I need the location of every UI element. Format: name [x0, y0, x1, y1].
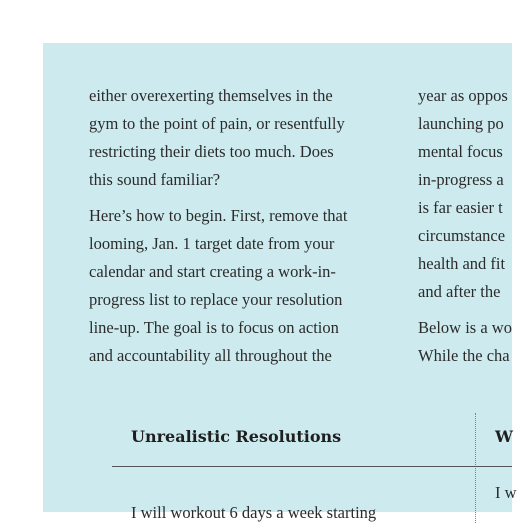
text-line: year as oppos [418, 86, 508, 105]
text-line: mental focus [418, 142, 503, 161]
text-line: is far easier t [418, 198, 503, 217]
table-cell-left: I will workout 6 days a week starting [131, 503, 377, 522]
left-text-column [89, 82, 347, 370]
text-line: launching po [418, 114, 504, 133]
paragraph-gap [89, 194, 347, 202]
text-line: looming, Jan. 1 target date from your [89, 234, 335, 253]
text-line: in-progress a [418, 170, 504, 189]
table-cell-right: I w [495, 483, 517, 502]
text-line: either overexerting themselves in the [89, 86, 333, 105]
table-header-unrealistic: Unrealistic Resolutions [131, 427, 342, 446]
text-line: line-up. The goal is to focus on action [89, 318, 339, 337]
text-line: restricting their diets too much. Does [89, 142, 334, 161]
text-line: this sound familiar? [89, 170, 221, 189]
text-line: gym to the point of pain, or resentfully [89, 114, 345, 133]
text-line: While the cha [418, 346, 510, 365]
content-panel [43, 43, 517, 522]
text-line: circumstance [418, 226, 506, 245]
table-column-divider [475, 413, 476, 523]
table-header-right: W [495, 427, 513, 446]
text-line: Below is a wo [418, 318, 512, 337]
text-line: health and fit [418, 254, 506, 273]
text-line: and accountability all throughout the [89, 346, 332, 365]
text-line: calendar and start creating a work-in- [89, 262, 336, 281]
table-header-rule [112, 466, 512, 467]
text-line: Here’s how to begin. First, remove that [89, 206, 348, 225]
paragraph-gap [418, 306, 512, 314]
text-line: progress list to replace your resolution [89, 290, 343, 309]
right-text-column [418, 82, 512, 370]
text-line: and after the [418, 282, 501, 301]
